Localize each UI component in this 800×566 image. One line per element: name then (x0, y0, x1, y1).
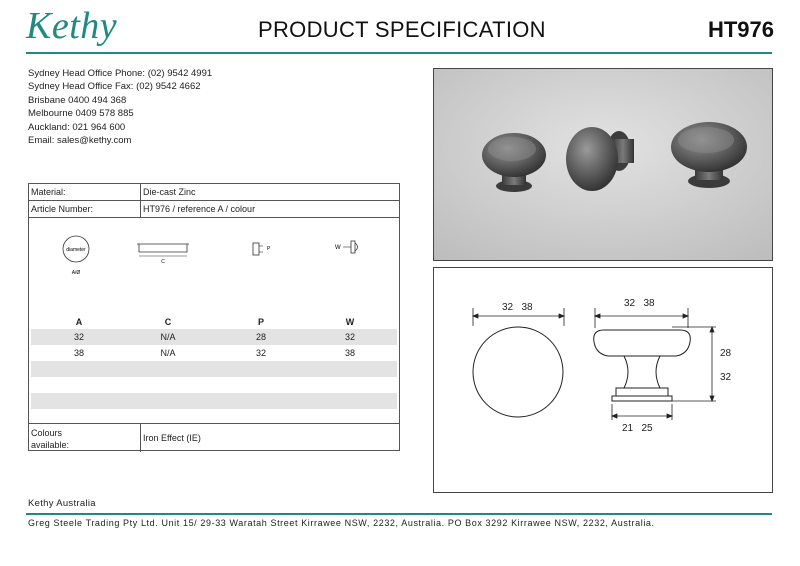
colours-label-line: available: (31, 440, 70, 450)
cell-a: 32 (73, 332, 84, 342)
diameter-icon-label: diameter (66, 247, 86, 253)
handle-c-icon (135, 240, 191, 264)
article-value: HT976 / reference A / colour (143, 204, 256, 214)
product-code: HT976 (707, 17, 774, 42)
cell-divider (140, 184, 141, 200)
cell-c: N/A (160, 348, 176, 358)
material-label: Material: (31, 187, 66, 197)
empty-row (31, 393, 397, 409)
article-row (29, 201, 399, 218)
projection-p-icon-label: P (267, 246, 271, 252)
contact-line: Sydney Head Office Fax: (02) 9542 4662 (28, 81, 201, 93)
article-label: Article Number: (31, 204, 94, 214)
header-divider (26, 52, 772, 54)
colours-label-line: Colours (31, 428, 63, 438)
cell-p: 32 (255, 348, 266, 358)
projection-p-icon (249, 240, 273, 260)
contact-line: Brisbane 0400 494 368 (28, 94, 127, 106)
cell-w: 32 (344, 332, 355, 342)
top-view-dim: 32 38 (502, 302, 533, 313)
colours-value: Iron Effect (IE) (143, 433, 201, 443)
kethy-logo: Kethy (26, 5, 118, 47)
width-w-icon-label: W (335, 245, 341, 251)
dimension-row (31, 345, 397, 361)
contact-line: Melbourne 0409 578 885 (28, 108, 134, 120)
footer-company: Kethy Australia (28, 498, 96, 509)
diameter-icon (59, 232, 95, 278)
colours-row (29, 424, 399, 452)
footer-address: Greg Steele Trading Pty Ltd. Unit 15/ 29-33 Waratah Street Kirrawee NSW, 2232, Australia. PO Box 3292 Kirrawee NSW, 2232, Australia. (28, 518, 655, 528)
colours-label (31, 427, 131, 451)
width-w-icon (333, 238, 369, 258)
diameter-icon-a-label: A/Ø (71, 270, 81, 276)
spec-table (28, 183, 400, 451)
dimension-row (31, 329, 397, 345)
product-photo-image (434, 69, 773, 261)
dimensions-area (29, 218, 399, 424)
cell-w: 38 (344, 348, 355, 358)
height-dim-2: 32 (720, 372, 732, 383)
cell-a: 38 (73, 348, 84, 358)
email-link[interactable]: Email: sales@kethy.com (28, 135, 132, 147)
empty-row (31, 361, 397, 377)
product-photo (433, 68, 773, 261)
contact-line: Auckland: 021 964 600 (28, 121, 126, 133)
height-dim-1: 28 (720, 348, 732, 359)
base-dim: 21 25 (622, 423, 653, 434)
handle-c-icon-label: C (161, 259, 165, 264)
col-header-c: C (164, 317, 172, 327)
material-row (29, 184, 399, 201)
page-title: PRODUCT SPECIFICATION (258, 17, 546, 42)
technical-drawing-svg (434, 268, 774, 494)
contact-block (28, 67, 212, 147)
side-view-dim: 32 38 (624, 298, 655, 309)
footer-divider (26, 513, 772, 515)
cell-divider (140, 424, 141, 452)
cell-c: N/A (160, 332, 176, 342)
material-value: Die-cast Zinc (143, 187, 196, 197)
col-header-a: A (75, 317, 83, 327)
cell-divider (140, 201, 141, 217)
col-header-w: W (345, 317, 355, 327)
contact-line: Sydney Head Office Phone: (02) 9542 4991 (28, 68, 213, 79)
col-header-p: P (257, 317, 264, 327)
technical-drawing (433, 267, 773, 493)
cell-p: 28 (255, 332, 266, 342)
